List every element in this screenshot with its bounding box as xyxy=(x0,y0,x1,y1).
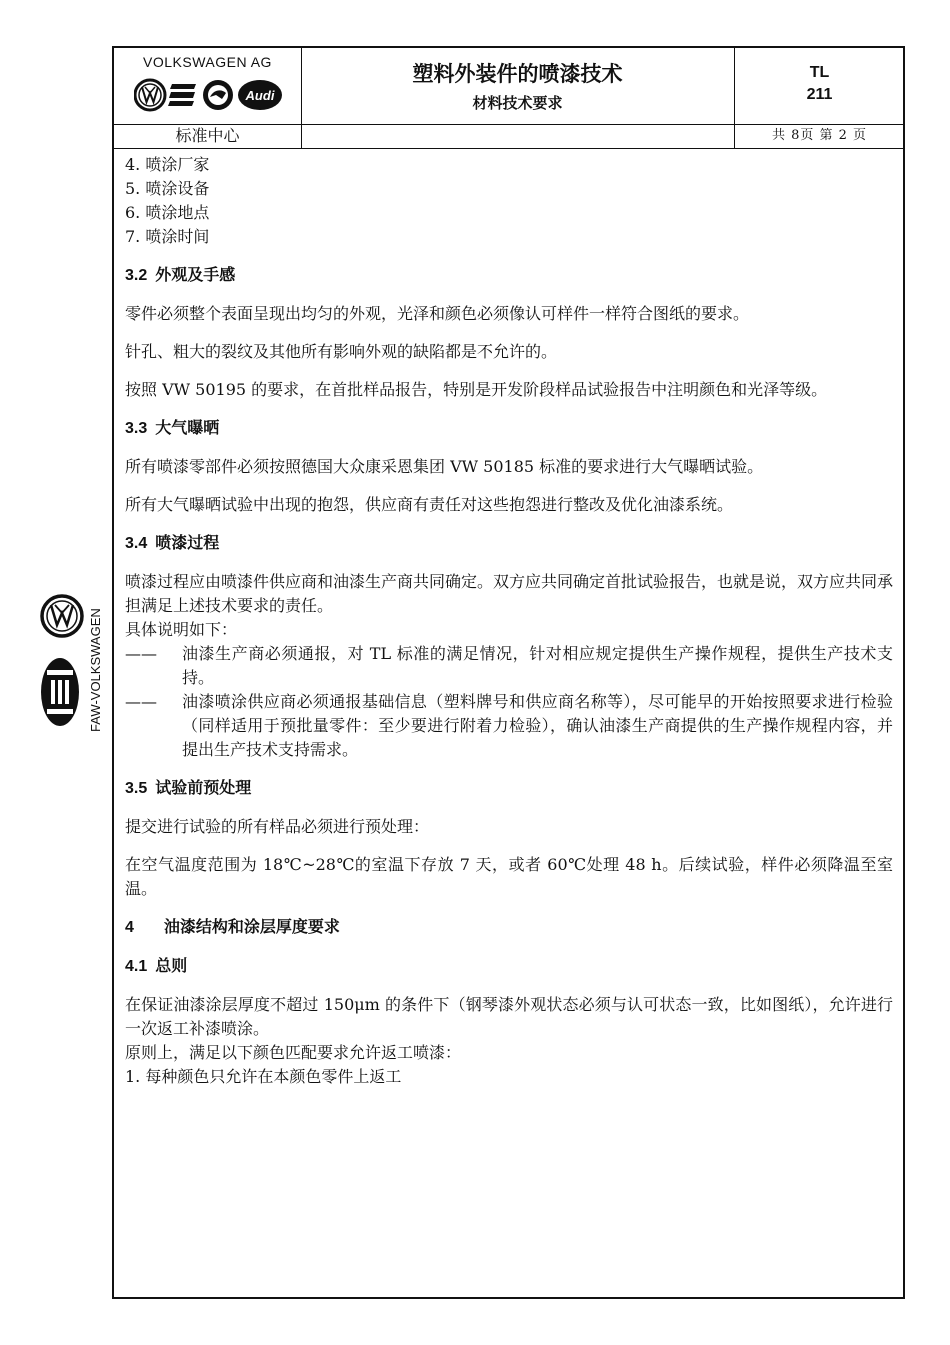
paragraph: 提交进行试验的所有样品必须进行预处理： xyxy=(125,817,430,836)
header-code-cell xyxy=(734,48,905,124)
dash-item xyxy=(125,690,893,762)
brand-name: VOLKSWAGEN AG xyxy=(143,54,272,70)
section-number: 3.4 xyxy=(125,535,148,552)
dash-item xyxy=(125,642,893,690)
paragraph: 零件必须整个表面呈现出均匀的外观，光泽和颜色必须像认可样件一样符合图纸的要求。 xyxy=(125,304,750,323)
page-info: 共 8页 第 2 页 xyxy=(771,128,868,143)
paragraph: 所有大气曝晒试验中出现的抱怨，供应商有责任对这些抱怨进行整改及优化油漆系统。 xyxy=(125,495,734,514)
header-brand-cell xyxy=(114,48,302,124)
brand-logos xyxy=(134,78,284,112)
dash-text: 油漆喷涂供应商必须通报基础信息（塑料牌号和供应商名称等），尽可能早的开始按照要求进行检验（同样适用于预批量零件：至少要进行附着力检验），确认油漆生产商提供的生产操作规程内容，并提出生产技术支持需求。 xyxy=(182,692,893,759)
seat-logo-icon xyxy=(168,84,196,106)
list-item: 4. 喷涂厂家 xyxy=(125,155,210,174)
document-subtitle: 材料技术要求 xyxy=(472,94,563,112)
section-title: 油漆结构和涂层厚度要求 xyxy=(163,917,340,936)
paragraph: 原则上，满足以下颜色匹配要求允许返工喷漆： xyxy=(125,1043,462,1062)
paragraph: 针孔、粗大的裂纹及其他所有影响外观的缺陷都是不允许的。 xyxy=(125,342,558,361)
header-row xyxy=(114,48,903,125)
empty-cell xyxy=(301,124,735,148)
paragraph: 所有喷漆零部件必须按照德国大众康采恩集团 VW 50185 标准的要求进行大气曝晒试验。 xyxy=(125,457,764,476)
doc-code: TL xyxy=(809,64,830,81)
section-number: 3.5 xyxy=(125,780,148,797)
paragraph: 在空气温度范围为 18℃~28℃的室温下存放 7 天，或者 60℃处理 48 h。后续试验，样件必须降温至室温。 xyxy=(125,855,893,898)
section-heading-4 xyxy=(125,915,893,940)
paragraph: 1. 每种颜色只允许在本颜色零件上返工 xyxy=(125,1067,402,1086)
section-title: 大气曝晒 xyxy=(155,418,220,437)
section-heading-3-2 xyxy=(125,263,893,288)
section-heading-3-3 xyxy=(125,416,893,441)
dash-text: 油漆生产商必须通报，对 TL 标准的满足情况，针对相应规定提供生产操作规程，提供生产技术支持。 xyxy=(182,644,893,687)
section-heading-4-1 xyxy=(125,954,893,979)
list-item: 5. 喷涂设备 xyxy=(125,179,210,198)
document-title: 塑料外装件的喷漆技术 xyxy=(412,62,623,86)
section-title: 喷漆过程 xyxy=(155,533,220,552)
section-number: 4.1 xyxy=(125,958,148,975)
header-title-cell xyxy=(301,48,735,124)
dash-marker: —— xyxy=(125,644,157,663)
side-brand-label: FAW-VOLKSWAGEN xyxy=(88,608,103,732)
vw-logo-icon xyxy=(135,80,165,110)
section-number: 3.2 xyxy=(125,267,148,284)
audi-logo-icon xyxy=(238,80,282,110)
section-number: 3.3 xyxy=(125,420,148,437)
paragraph: 在保证油漆涂层厚度不超过 150μm 的条件下（钢琴漆外观状态必须与认可状态一致，比如图纸），允许进行一次返工补漆喷涂。 xyxy=(125,995,893,1038)
paragraph: 喷漆过程应由喷漆件供应商和油漆生产商共同确定。双方应共同确定首批试验报告，也就是说，双方应共同承担满足上述技术要求的责任。 xyxy=(125,572,894,615)
doc-number: 211 xyxy=(806,86,833,103)
list-item: 7. 喷涂时间 xyxy=(125,227,210,246)
section-heading-3-5 xyxy=(125,776,893,801)
paragraph: 具体说明如下： xyxy=(125,620,238,639)
vw-logo-icon xyxy=(42,596,82,636)
section-title: 总则 xyxy=(155,956,188,975)
faw-logo-icon xyxy=(41,658,79,726)
side-brand-text xyxy=(85,592,105,734)
document-body xyxy=(125,153,893,1089)
header-info-row xyxy=(114,124,903,149)
department: 标准中心 xyxy=(114,124,302,148)
dash-marker: —— xyxy=(125,692,157,711)
skoda-logo-icon xyxy=(203,80,233,110)
section-number: 4 xyxy=(125,919,134,936)
list-item: 6. 喷涂地点 xyxy=(125,203,210,222)
section-title: 试验前预处理 xyxy=(155,778,252,797)
paragraph: 按照 VW 50195 的要求，在首批样品报告，特别是开发阶段样品试验报告中注明颜色和光泽等级。 xyxy=(125,380,828,399)
svg-text:Audi: Audi xyxy=(245,88,275,103)
section-heading-3-4 xyxy=(125,531,893,556)
section-title: 外观及手感 xyxy=(155,265,236,284)
document-frame xyxy=(112,46,905,1299)
